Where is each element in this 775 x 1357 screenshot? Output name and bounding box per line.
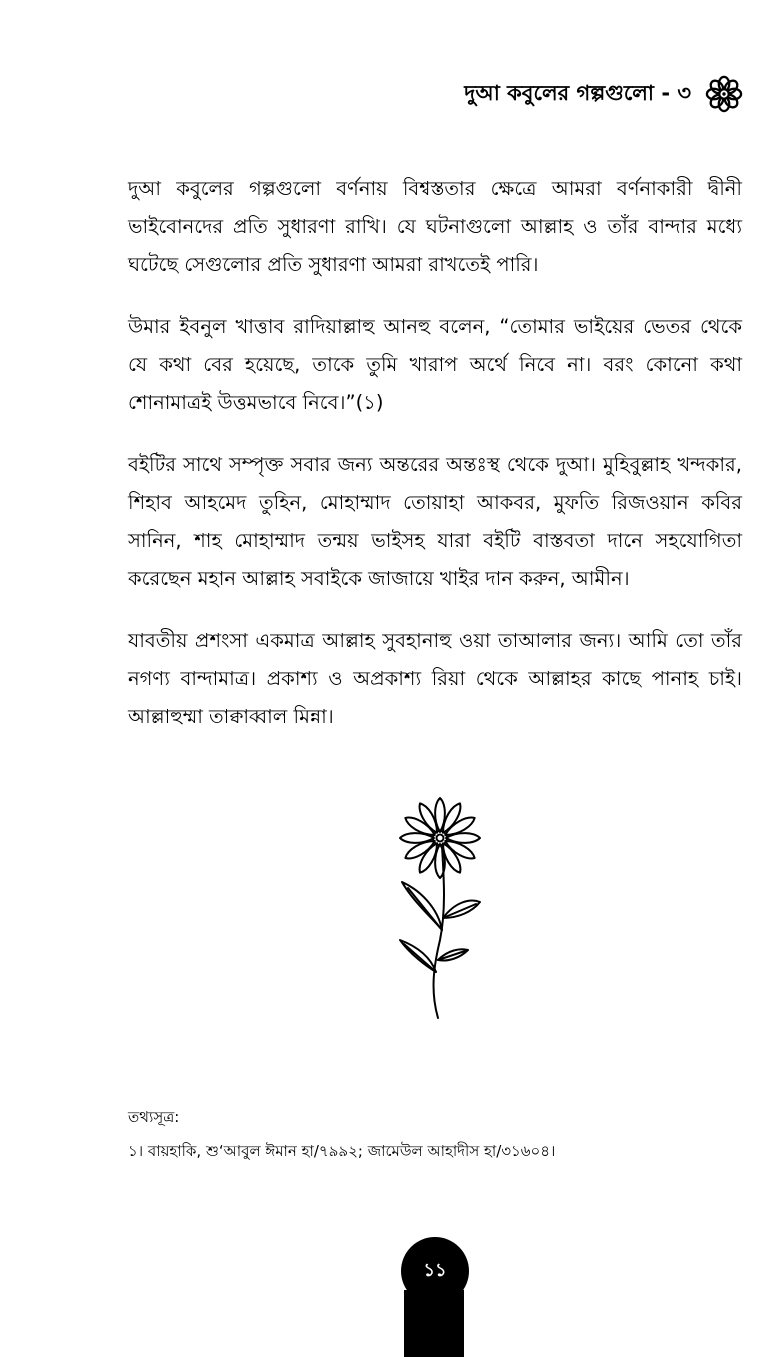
paragraph-2: উমার ইবনুল খাত্তাব রাদিয়াল্লাহু আনহু বলেন, “তোমার ভাইয়ের ভেতর থেকে যে কথা বের হয়েছে, তাকে তুমি খারাপ অর্থে নিবে না। বরং কোনো কথা শোনামাত্রই উত্তমভাবে নিবে।”(১) xyxy=(128,315,742,414)
flower-illustration-icon xyxy=(380,790,500,1025)
running-title: দুআ কবুলের গল্পগুলো - ৩ xyxy=(464,80,691,105)
footnotes-heading: তথ্যসূত্র: xyxy=(128,1108,180,1126)
paragraph-1: দুআ কবুলের গল্পগুলো বর্ণনায় বিশ্বস্ততার ক্ষেত্রে আমরা বর্ণনাকারী দ্বীনী ভাইবোনদের প্রতি সুধারণা রাখি। যে ঘটনাগুলো আল্লাহ ও তাঁর বান্দার মধ্যে ঘটেছে সেগুলোর প্রতি সুধারণা আমরা রাখতেই পারি। xyxy=(128,177,742,276)
body-text xyxy=(128,170,742,760)
page-header xyxy=(464,74,743,114)
paragraph-3: বইটির সাথে সম্পৃক্ত সবার জন্য অন্তরের অন্তঃস্থ থেকে দুআ। মুহিবুল্লাহ খন্দকার, শিহাব আহমেদ তুহিন, মোহাম্মাদ তোয়াহা আকবর, মুফতি রিজওয়ান কবির সানিন, শাহ মোহাম্মাদ তন্ময় ভাইসহ যারা বইটি বাস্তবতা দানে সহযোগিতা করেছেন মহান আল্লাহ সবাইকে জাজায়ে খাইর দান করুন, আমীন। xyxy=(128,453,742,590)
page-number: ১১ xyxy=(423,1259,447,1281)
footnote-item: ১। বায়হাকি, শু‘আবুল ঈমান হা/৭৯৯২; জামেউল আহাদীস হা/৩১৬০৪। xyxy=(128,1142,556,1160)
paragraph-4: যাবতীয় প্রশংসা একমাত্র আল্লাহ সুবহানাহু ওয়া তাআলার জন্য। আমি তো তাঁর নগণ্য বান্দামাত্র। প্রকাশ্য ও অপ্রকাশ্য রিয়া থেকে আল্লাহর কাছে পানাহ চাই। আল্লাহুম্মা তাক্বাব্বাল মিন্না। xyxy=(128,629,742,728)
page-number-badge xyxy=(401,1237,469,1305)
flower-ornament-icon xyxy=(705,75,743,113)
